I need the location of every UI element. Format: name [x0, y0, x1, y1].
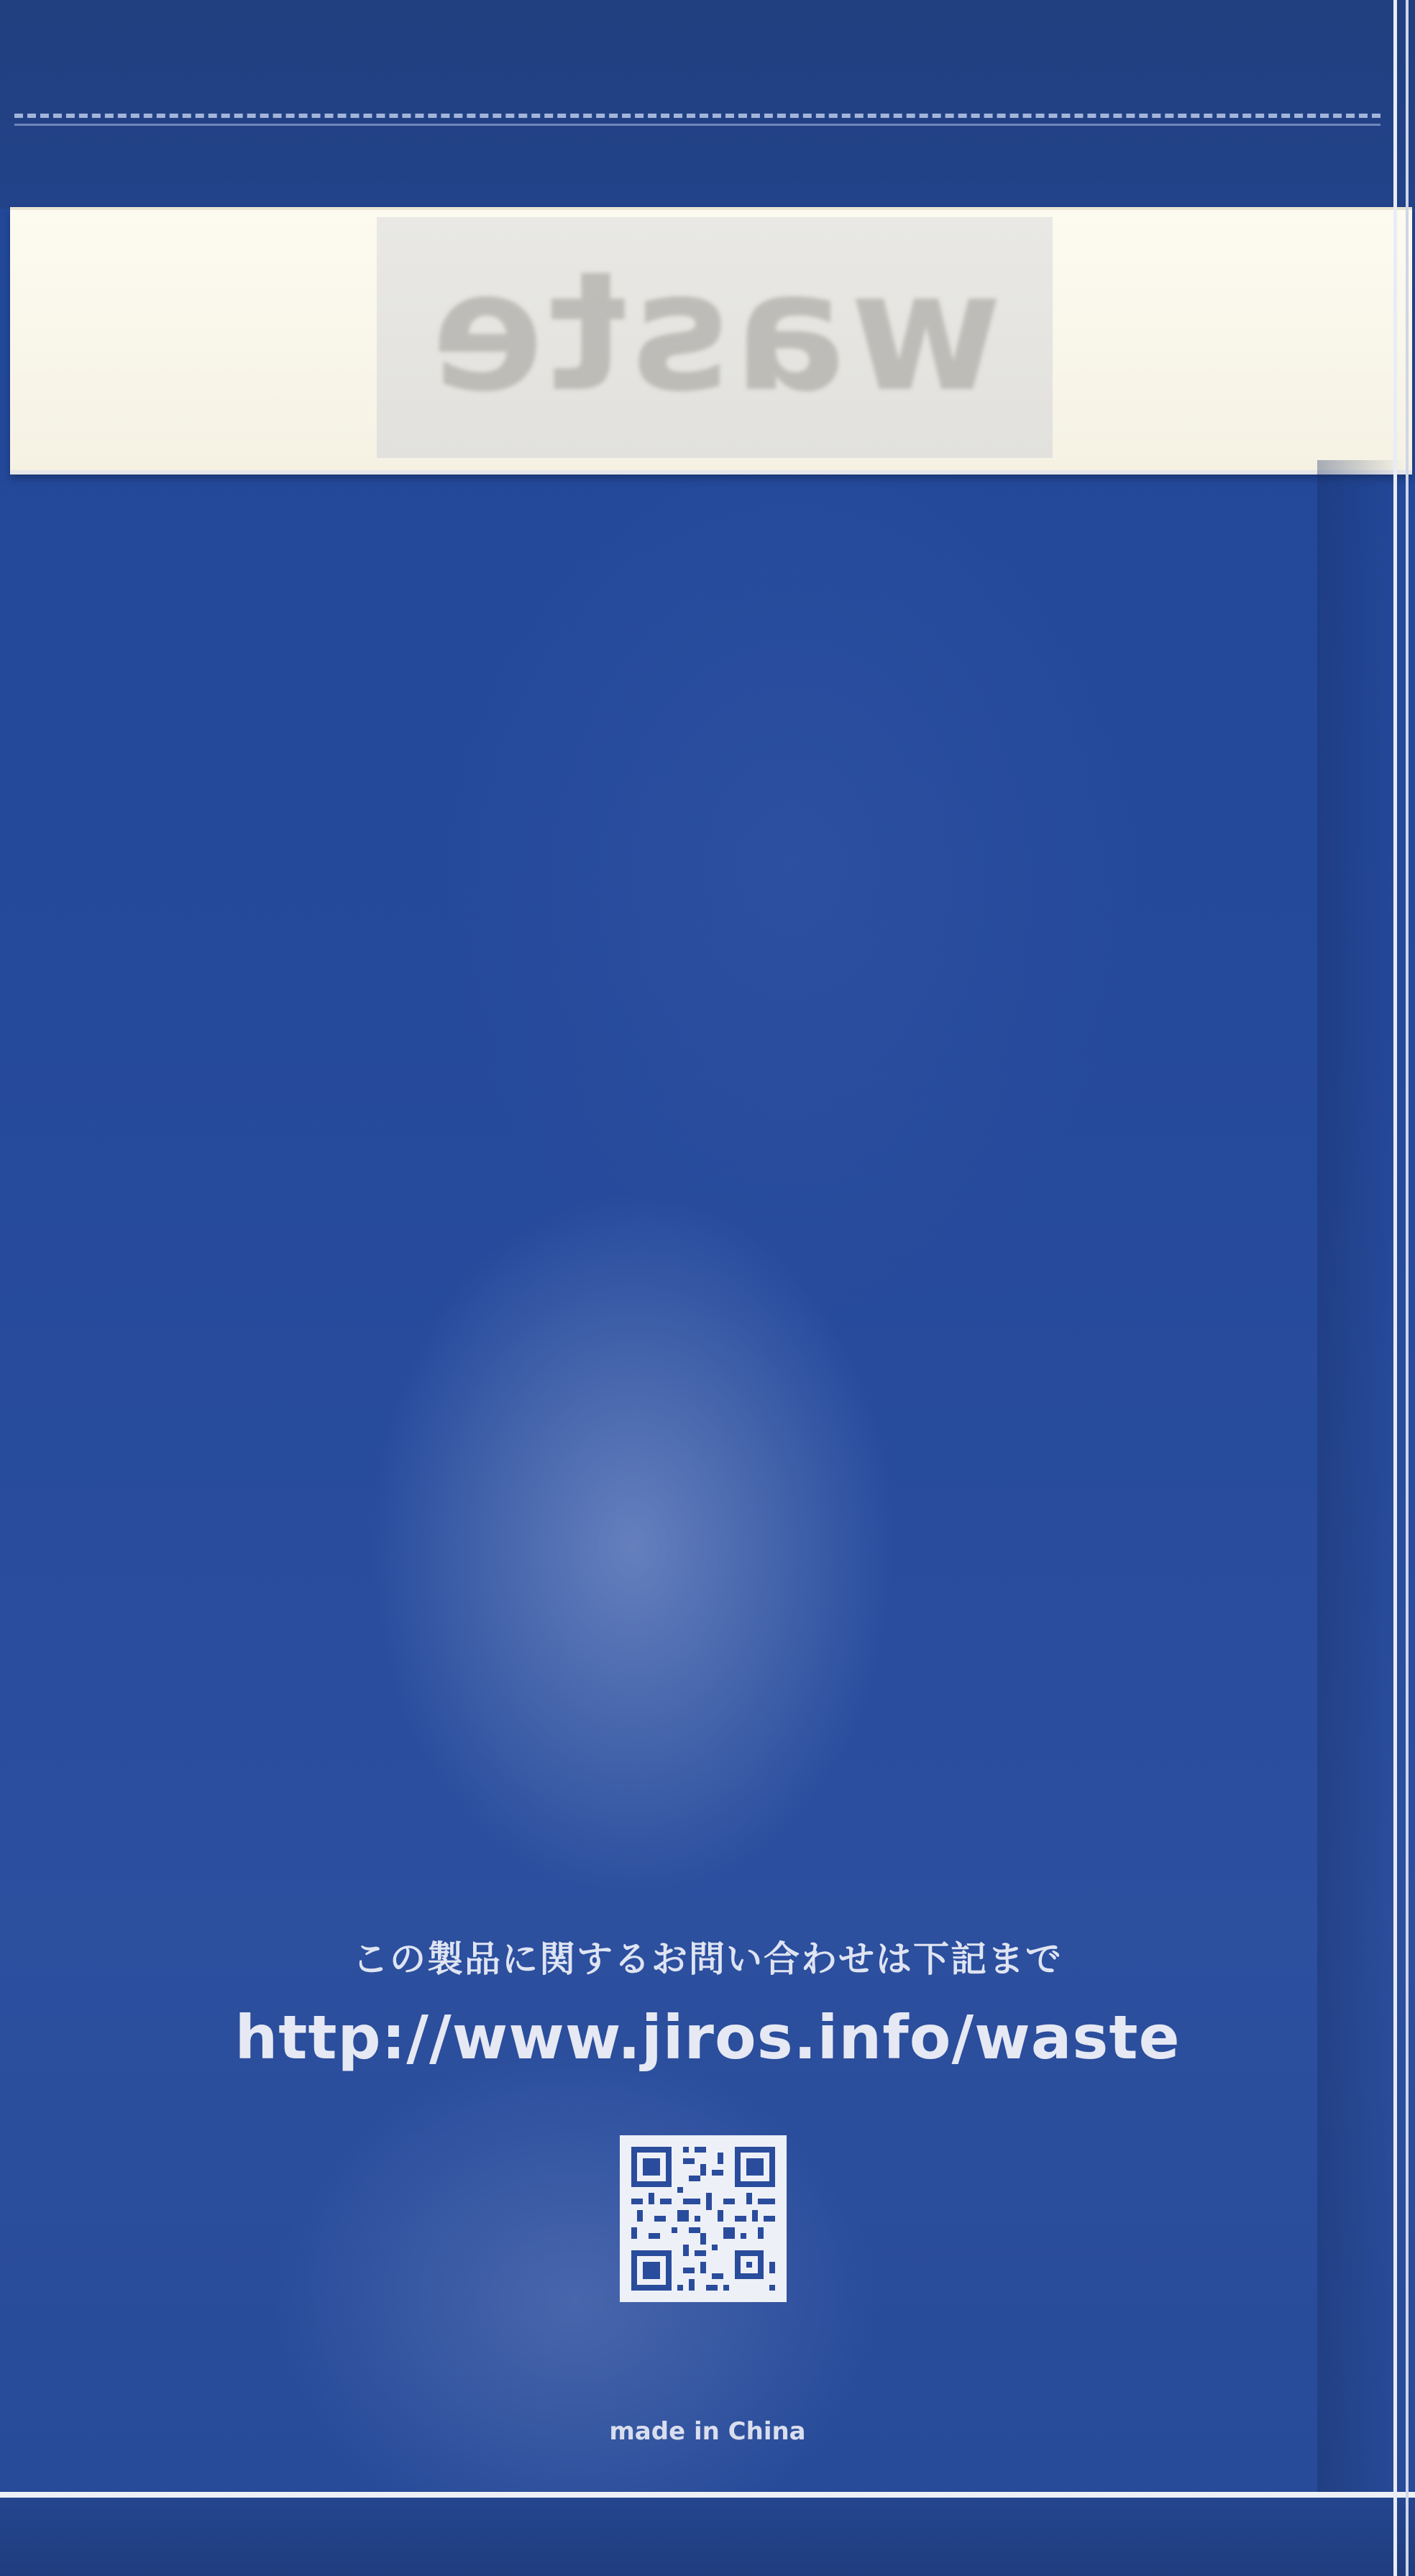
top-stitch-line: [14, 114, 1380, 118]
bottom-seam: [0, 2492, 1415, 2498]
closure-strip: [10, 207, 1412, 475]
website-url: http://www.jiros.info/waste: [234, 2002, 1181, 2073]
contact-text: この製品に関するお問い合わせは下記まで: [352, 1938, 1063, 1980]
qr-code-icon: [620, 2135, 787, 2302]
strip-word: waste: [426, 236, 1003, 428]
right-edge-line-outer: [1406, 0, 1409, 2576]
side-gusset-shadow: [1317, 460, 1403, 2502]
top-seam: [14, 124, 1380, 126]
top-seal-band: [0, 0, 1415, 208]
right-edge-line: [1393, 0, 1397, 2576]
bottom-seal-band: [0, 2498, 1415, 2576]
origin-text: made in China: [609, 2417, 806, 2446]
